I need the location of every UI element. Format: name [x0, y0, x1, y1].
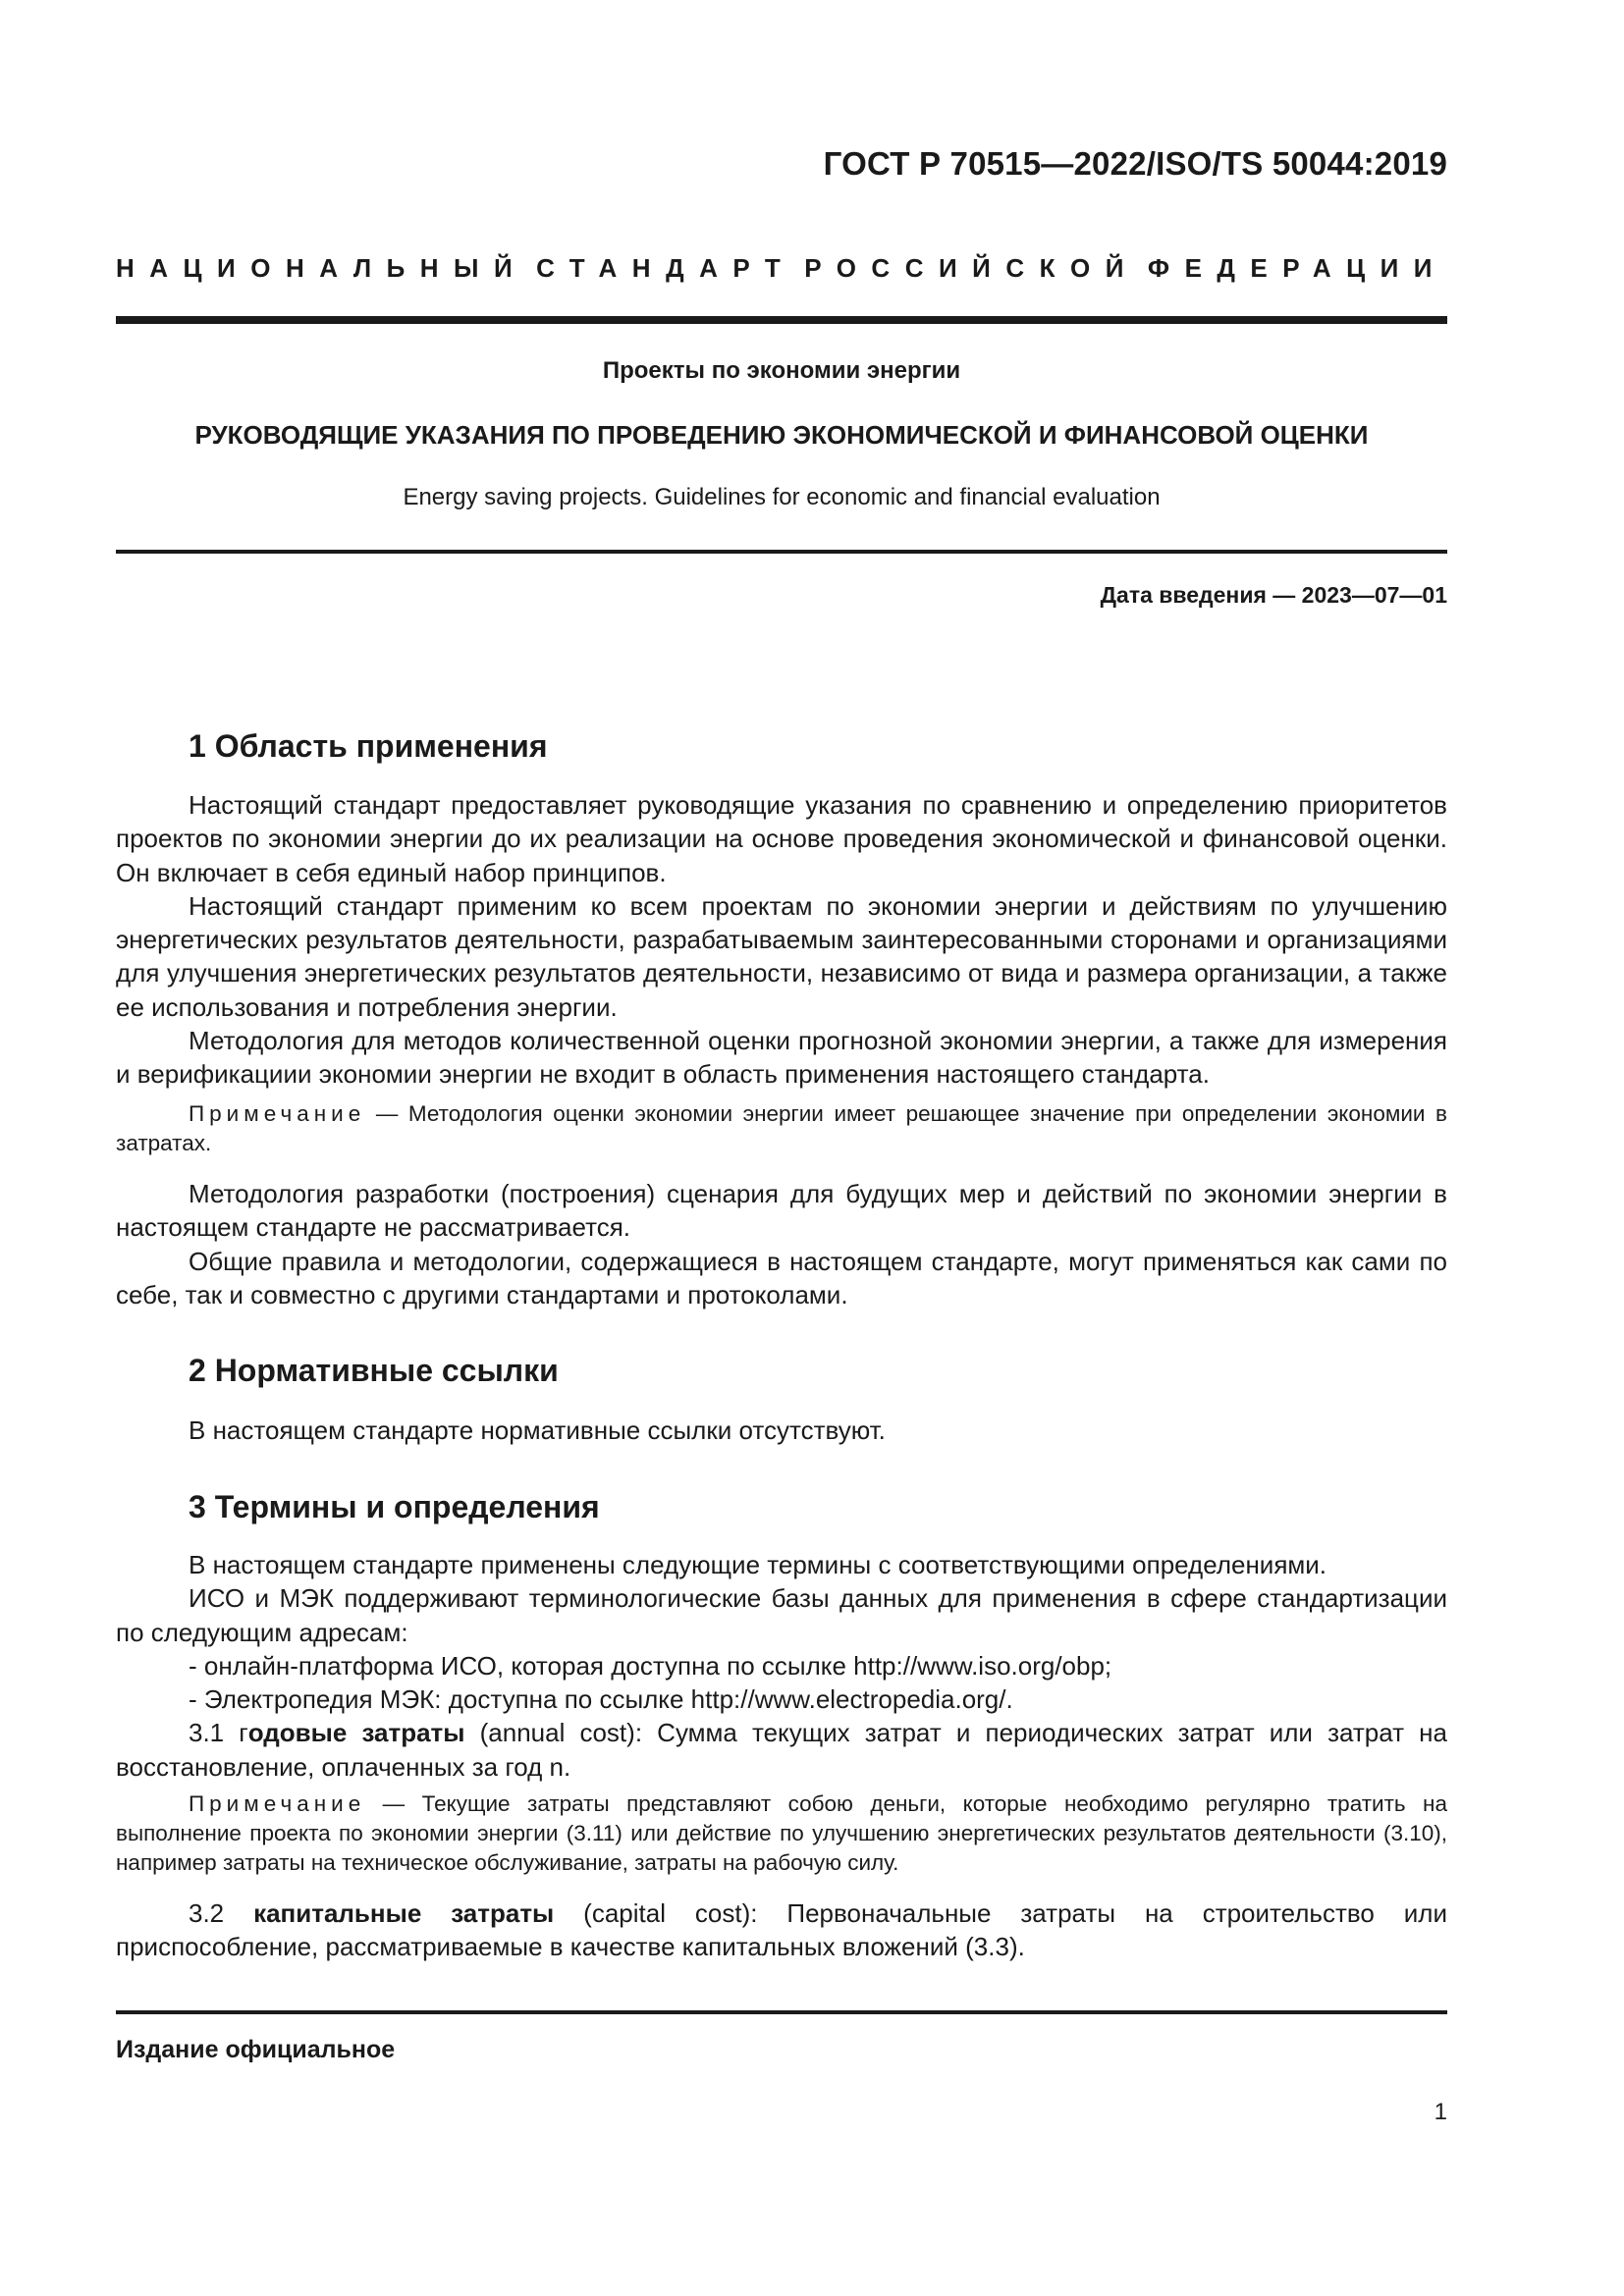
- section-1-paragraph-1: Настоящий стандарт предоставляет руководящие указания по сравнению и определению приоритетов проектов по экономии энергии до их реализации на основе проведения экономической и финансовой оценки. Он включает в себя единый набор принципов.: [116, 790, 1447, 887]
- list-item-iso-platform: - онлайн-платформа ИСО, которая доступна по ссылке http://www.iso.org/obp;: [189, 1650, 1112, 1681]
- section-2-paragraph-1: В настоящем стандарте нормативные ссылки отсутствуют.: [189, 1415, 886, 1445]
- term-3-2-definition: (capital cost): Первоначальные затраты на строительство или приспособление, рассматриваемые в качестве капитальных вложений (3.3).: [116, 1898, 1447, 1962]
- section-3-note: [116, 1789, 1447, 1878]
- section-1-body-continued: [116, 1177, 1447, 1311]
- note-label: Примечание: [189, 1791, 366, 1816]
- header-rule: [116, 316, 1447, 324]
- official-edition-label: Издание официальное: [116, 2036, 396, 2063]
- term-3-1: [116, 1716, 1447, 1784]
- page-number: 1: [1434, 2099, 1447, 2125]
- title-rule: [116, 550, 1447, 554]
- document-subtitle: Проекты по экономии энергии: [602, 357, 961, 384]
- document-title: РУКОВОДЯЩИЕ УКАЗАНИЯ ПО ПРОВЕДЕНИЮ ЭКОНОМИЧЕСКОЙ И ФИНАНСОВОЙ ОЦЕНКИ: [194, 420, 1369, 450]
- section-3-paragraph-1: В настоящем стандарте применены следующие термины с соответствующими определениями.: [189, 1550, 1327, 1579]
- national-standard-banner: [116, 253, 1447, 284]
- term-3-1-definition: (annual cost): Сумма текущих затрат и периодических затрат или затрат на восстановление, оплаченных за год n.: [116, 1718, 1447, 1782]
- introduction-date: Дата введения — 2023—07—01: [1100, 582, 1447, 608]
- banner-word-3: РОССИЙСКОЙ: [804, 253, 1139, 283]
- section-2-body: [116, 1414, 1447, 1447]
- section-2-heading: 2 Нормативные ссылки: [189, 1353, 559, 1388]
- section-1-paragraph-3: Методология для методов количественной оценки прогнозной экономии энергии, а также для измерения и верификациии экономии энергии не входит в область применения настоящего стандарта.: [116, 1026, 1447, 1090]
- note-text: — Текущие затраты представляют собою деньги, которые необходимо регулярно тратить на выполнение проекта по экономии энергии (3.11) или действие по улучшению энергетических результатов деятельности (3.10), например затраты на техническое обслуживание, затраты на рабочую силу.: [116, 1791, 1447, 1875]
- section-1-paragraph-2: Настоящий стандарт применим ко всем проектам по экономии энергии и действиям по улучшению энергетических результатов деятельности, разрабатываемым заинтересованными сторонами и организациями для улучшения энергетических результатов деятельности, независимо от вида и размера организации, а также ее использования и потребления энергии.: [116, 890, 1447, 1022]
- section-1-body: [116, 788, 1447, 1092]
- term-3-1-term: одовые затраты: [247, 1718, 465, 1748]
- section-3-heading: 3 Термины и определения: [189, 1489, 600, 1524]
- term-3-2: [116, 1896, 1447, 1964]
- document-code: ГОСТ Р 70515—2022/ISO/TS 50044:2019: [823, 145, 1447, 182]
- section-1-paragraph-5: Общие правила и методологии, содержащиеся в настоящем стандарте, могут применяться как сами по себе, так и совместно с другими стандартами и протоколами.: [116, 1246, 1447, 1309]
- section-1-heading: 1 Область применения: [189, 728, 548, 764]
- section-3-body: [116, 1548, 1447, 1784]
- section-3-body-continued: [116, 1896, 1447, 1964]
- banner-word-1: НАЦИОНАЛЬНЫЙ: [116, 253, 528, 283]
- term-3-1-number: 3.1 г: [189, 1718, 248, 1748]
- term-3-2-term: капитальные затраты: [253, 1898, 555, 1928]
- section-3-paragraph-2: ИСО и МЭК поддерживают терминологические базы данных для применения в сфере стандартизации по следующим адресам:: [116, 1583, 1447, 1647]
- section-1-paragraph-4: Методология разработки (построения) сценария для будущих мер и действий по экономии энергии в настоящем стандарте не рассматривается.: [116, 1179, 1447, 1243]
- note-text: — Методология оценки экономии энергии имеет решающее значение при определении экономии в затратах.: [116, 1101, 1447, 1155]
- banner-word-4: ФЕДЕРАЦИИ: [1147, 253, 1447, 283]
- term-3-2-number: 3.2: [189, 1898, 254, 1928]
- list-item-electropedia: - Электропедия МЭК: доступна по ссылке http://www.electropedia.org/.: [189, 1684, 1013, 1715]
- english-title: Energy saving projects. Guidelines for economic and financial evaluation: [403, 484, 1161, 510]
- banner-word-2: СТАНДАРТ: [536, 253, 796, 283]
- note-label: Примечание: [189, 1101, 366, 1126]
- section-1-note: [116, 1099, 1447, 1158]
- footer-rule: [116, 2010, 1447, 2014]
